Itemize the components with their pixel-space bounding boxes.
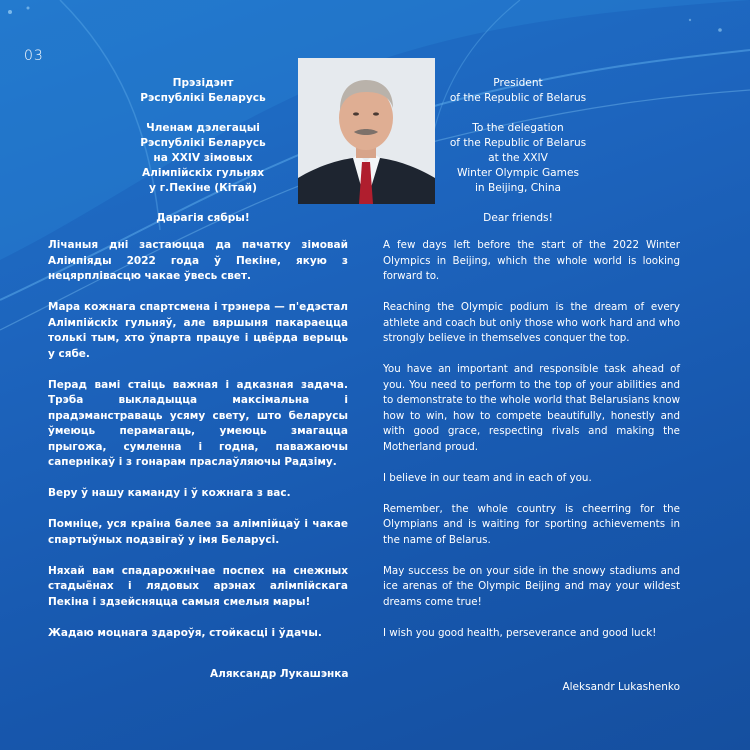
paragraph: Веру ў нашу каманду і ў кожнага з вас. [48,487,291,499]
header-belarusian [83,76,323,226]
paragraph: May success be on your side in the snowy stadiums and ice arenas of the Olympic Beijing and may your wildest dreams come true! [383,564,680,608]
signature-english: Aleksandr Lukashenko [562,681,680,693]
header-line: у г.Пекіне (Кітай) [149,182,257,194]
letter-body-belarusian [48,238,348,657]
header-line: Winter Olympic Games [456,167,580,179]
paragraph: Жадаю моцнага здароўя, стойкасці і ўдачы. [48,626,322,639]
paragraph: You have an important and responsible task ahead of you. You need to perform to the top of your abilities and to demonstrate to the whole world that Belarusians know how to win, how to compete beautifully, honestly and with good grace, respecting rivals and making the Motherland proud. [383,363,680,453]
signature-belarusian: Аляксандр Лукашэнка [210,668,349,680]
paragraph: I believe in our team and in each of you. [383,471,592,484]
header-line: To the delegation [472,122,564,134]
paragraph: Remember, the whole country is cheerring for the Olympians and is waiting for sporting achievements in the name of Belarus. [383,502,680,546]
header-line: Рэспублікі Беларусь [140,137,266,149]
paragraph: Мара кожнага спартсмена і трэнера — п'едэстал Алімпійскіх гульняў, але вяршыня пакараецца толькі тым, хто ўпарта працуе і цвёрда верыць у сябе. [48,301,348,360]
letter-body-english [383,238,680,657]
paragraph: I wish you good health, perseverance and good luck! [383,626,657,639]
paragraph: A few days left before the start of the 2022 Winter Olympics in Beijing, which the whole world is looking forward to. [383,239,680,282]
header-line: at the XXIV [488,152,548,164]
salutation: Дарагія сябры! [156,212,250,224]
header-line: Членам дэлегацыі [146,122,260,134]
paragraph: Помніце, уся краіна балее за алімпійцаў і чакае спартыўных подзвігаў у імя Беларусі. [48,518,348,546]
header-line: President [493,77,543,89]
paragraph: Няхай вам спадарожнічае поспех на снежных стадыёнах і лядовых арэнах алімпійскага Пекіна і здзейсняцца самыя смелыя мары! [48,564,348,608]
page-number: 03 [24,48,44,64]
header-english [398,76,638,226]
paragraph: Reaching the Olympic podium is the dream of every athlete and coach but only those who work hard and who strongly believe in themselves conquer the top. [383,301,680,344]
header-line: Рэспублікі Беларусь [140,92,266,104]
header-line: of the Republic of Belarus [449,92,587,104]
header-line: in Beijing, China [474,182,562,194]
header-line: на XXIV зімовых [153,152,253,164]
header-line: Алімпійскіх гульнях [141,167,265,179]
header-line: of the Republic of Belarus [449,137,587,149]
paragraph: Перад вамі стаіць важная і адказная задача. Трэба выкладыцца максімальна і прадэманстраваць усяму свету, што беларусы ўмеюць перамагаць, умеюць змагацца прыгожа, сумленна і годна, паважаючы сапернікаў і з гонарам праслаўляючы Радзіму. [48,378,348,468]
salutation: Dear friends! [483,212,553,224]
header-line: Прэзідэнт [172,77,234,89]
paragraph: Лічаныя дні застаюцца да пачатку зімовай Алімпіяды 2022 года ў Пекіне, якую з нецярплівасцю чакае ўвесь свет. [48,239,348,282]
